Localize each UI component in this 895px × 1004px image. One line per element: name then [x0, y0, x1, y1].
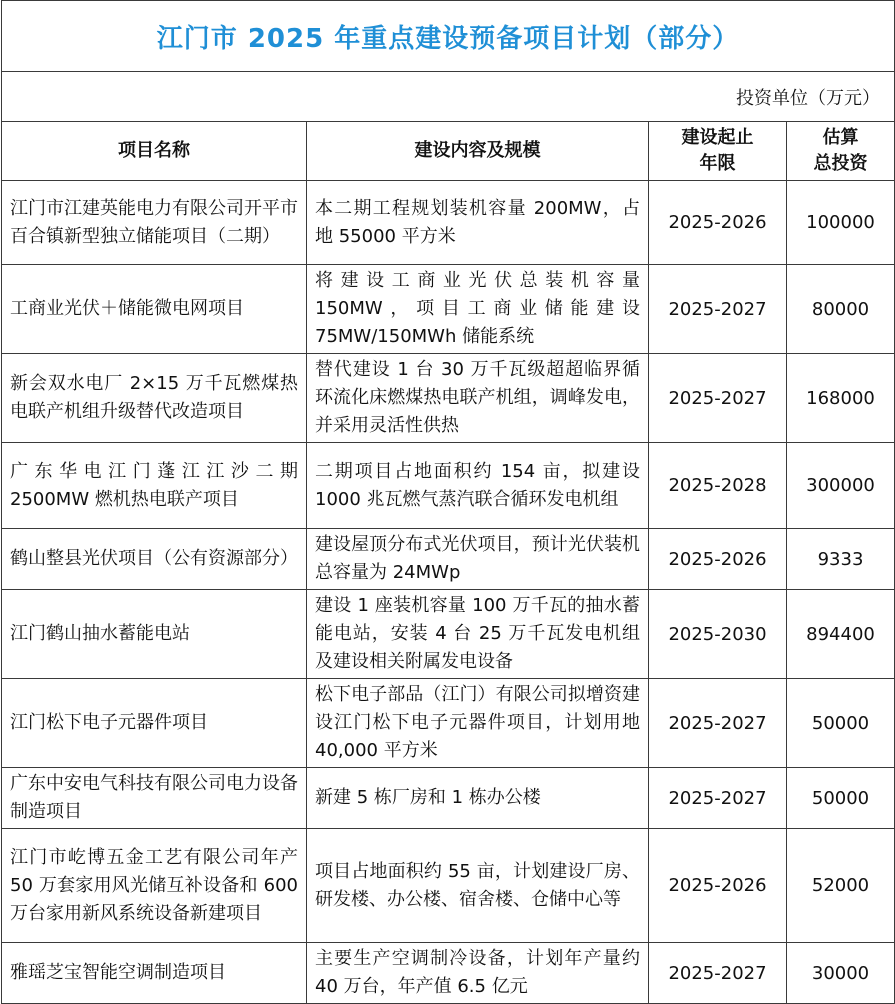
- project-invest-cell: 80000: [787, 265, 895, 354]
- project-name-cell: 广东华电江门蓬江江沙二期 2500MW 燃机热电联产项目: [2, 443, 307, 529]
- title-cell: [2, 1, 895, 72]
- project-period-cell: 2025-2028: [649, 443, 787, 529]
- project-invest-cell: 300000: [787, 443, 895, 529]
- table-row: [2, 181, 895, 265]
- project-content-cell: 建设屋顶分布式光伏项目，预计光伏装机总容量为 24MWp: [307, 529, 649, 590]
- header-period-line1: 建设起止: [681, 127, 754, 148]
- title-row: [2, 1, 895, 72]
- project-content-cell: 松下电子部品（江门）有限公司拟增资建设江门松下电子元器件项目，计划用地 40,000 平方米: [307, 679, 649, 768]
- project-name-cell: 江门鹤山抽水蓄能电站: [2, 590, 307, 679]
- header-invest: [787, 122, 895, 181]
- unit-note: 投资单位（万元）: [2, 72, 895, 122]
- project-name-cell: 江门松下电子元器件项目: [2, 679, 307, 768]
- page-title: 江门市 2025 年重点建设预备项目计划（部分）: [156, 23, 740, 54]
- project-content-cell: 将建设工商业光伏总装机容量 150MW，项目工商业储能建设 75MW/150MWh 储能系统: [307, 265, 649, 354]
- project-invest-cell: 52000: [787, 829, 895, 943]
- project-period-cell: 2025-2026: [649, 829, 787, 943]
- project-period-cell: 2025-2027: [649, 679, 787, 768]
- project-content-cell: 二期项目占地面积约 154 亩，拟建设 1000 兆瓦燃气蒸汽联合循环发电机组: [307, 443, 649, 529]
- project-invest-cell: 50000: [787, 679, 895, 768]
- project-invest-cell: 9333: [787, 529, 895, 590]
- project-content-cell: 主要生产空调制冷设备，计划年产量约 40 万台，年产值 6.5 亿元: [307, 943, 649, 1004]
- project-content-cell: 建设 1 座装机容量 100 万千瓦的抽水蓄能电站，安装 4 台 25 万千瓦发电机组及建设相关附属发电设备: [307, 590, 649, 679]
- project-period-cell: 2025-2026: [649, 529, 787, 590]
- header-row: [2, 122, 895, 181]
- header-period: [649, 122, 787, 181]
- header-content: 建设内容及规模: [307, 122, 649, 181]
- table-row: [2, 529, 895, 590]
- header-invest-line2: 总投资: [813, 153, 868, 174]
- project-period-cell: 2025-2027: [649, 943, 787, 1004]
- table-row: [2, 679, 895, 768]
- project-content-cell: 项目占地面积约 55 亩，计划建设厂房、研发楼、办公楼、宿舍楼、仓储中心等: [307, 829, 649, 943]
- project-name-cell: 江门市屹博五金工艺有限公司年产 50 万套家用风光储互补设备和 600 万台家用新风系统设备新建项目: [2, 829, 307, 943]
- table-row: [2, 943, 895, 1004]
- project-name-cell: 江门市江建英能电力有限公司开平市百合镇新型独立储能项目（二期）: [2, 181, 307, 265]
- table-row: [2, 443, 895, 529]
- table-row: [2, 590, 895, 679]
- project-content-cell: 本二期工程规划装机容量 200MW，占地 55000 平方米: [307, 181, 649, 265]
- header-period-line2: 年限: [699, 153, 736, 174]
- project-content-cell: 替代建设 1 台 30 万千瓦级超超临界循环流化床燃煤热电联产机组，调峰发电，并采用灵活性供热: [307, 354, 649, 443]
- project-name-cell: 雅瑶芝宝智能空调制造项目: [2, 943, 307, 1004]
- project-period-cell: 2025-2026: [649, 181, 787, 265]
- table-row: [2, 265, 895, 354]
- project-invest-cell: 100000: [787, 181, 895, 265]
- unit-row: [2, 72, 895, 122]
- project-period-cell: 2025-2027: [649, 265, 787, 354]
- project-name-cell: 工商业光伏＋储能微电网项目: [2, 265, 307, 354]
- header-invest-line1: 估算: [822, 127, 859, 148]
- table-row: [2, 354, 895, 443]
- project-period-cell: 2025-2027: [649, 354, 787, 443]
- project-period-cell: 2025-2027: [649, 768, 787, 829]
- table-row: [2, 768, 895, 829]
- project-table: [1, 0, 895, 1004]
- project-invest-cell: 30000: [787, 943, 895, 1004]
- project-name-cell: 广东中安电气科技有限公司电力设备制造项目: [2, 768, 307, 829]
- table-row: [2, 829, 895, 943]
- project-period-cell: 2025-2030: [649, 590, 787, 679]
- project-invest-cell: 168000: [787, 354, 895, 443]
- project-content-cell: 新建 5 栋厂房和 1 栋办公楼: [307, 768, 649, 829]
- project-name-cell: 鹤山整县光伏项目（公有资源部分）: [2, 529, 307, 590]
- project-invest-cell: 50000: [787, 768, 895, 829]
- header-name: 项目名称: [2, 122, 307, 181]
- project-invest-cell: 894400: [787, 590, 895, 679]
- project-name-cell: 新会双水电厂 2×15 万千瓦燃煤热电联产机组升级替代改造项目: [2, 354, 307, 443]
